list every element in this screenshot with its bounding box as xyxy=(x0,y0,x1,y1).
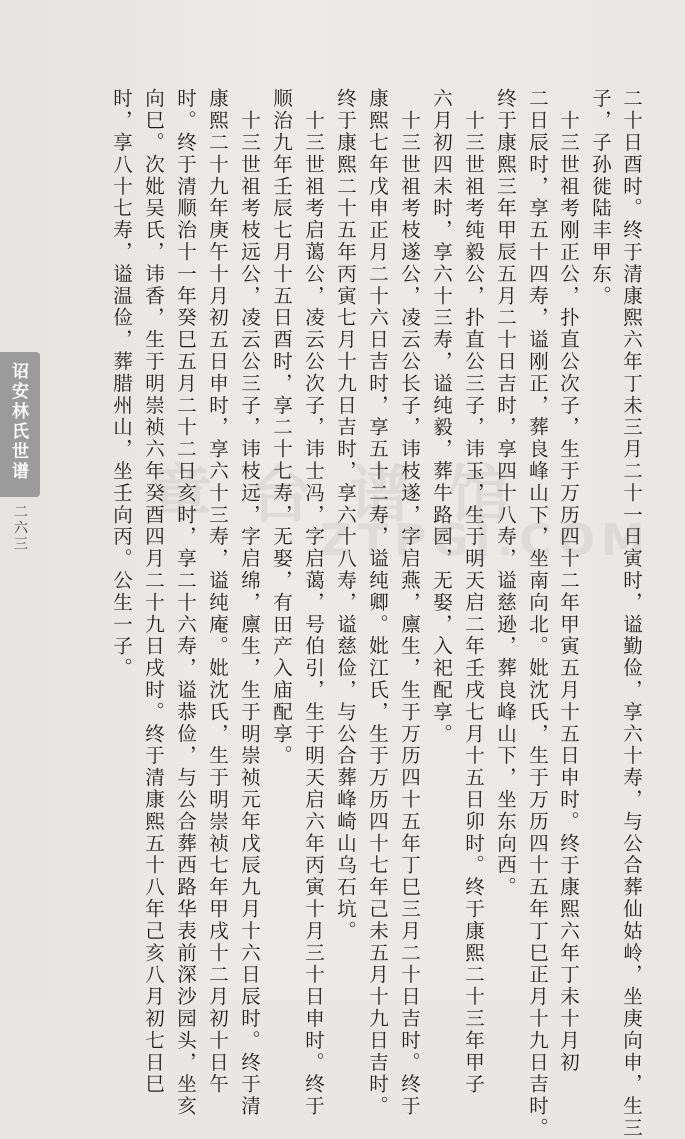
text-column: 十三世祖考枝远公，凌云公三子，讳枝远，字启绵，廪生，生于明崇祯元年戊辰九月十六日辰时。终于清 xyxy=(238,88,261,1118)
text-column: 二十日酉时。终于清康熙六年丁未三月二十一日寅时，谥勤俭，享六十寿，与公合葬仙姑岭，坐庚向申，生三 xyxy=(620,88,643,1139)
watermark-text: 章 台 谱 馆 xyxy=(150,458,519,531)
text-column: 时，享八十七寿，谥温俭，葬腊州山，坐壬向丙。公生一子。 xyxy=(110,88,133,680)
text-column: 十三世祖考枝遂公，凌云公长子，讳枝遂，字启燕，廪生，生于万历四十五年丁巳三月二十日吉时。终于 xyxy=(398,88,421,1118)
running-title: 诏安林氏世谱 xyxy=(8,362,28,482)
text-column: 康熙七年戊申正月二十六日吉时，享五十二寿，谥纯卿。妣江氏，生于万历四十七年己未五月十九日吉时。 xyxy=(366,88,389,1118)
text-column: 终于康熙二十五年丙寅七月十九日吉时，享六十八寿，谥慈俭，与公合葬峰崎山乌石坑。 xyxy=(334,88,357,943)
text-column: 十三世祖考启蔼公，凌云公次子，讳士冯，字启蔼，号伯引，生于明天启六年丙寅十月三十日申时。终于 xyxy=(302,88,325,1118)
text-column: 康熙二十九年庚午十月初五日申时，享六十三寿，谥纯庵。妣沈氏，生于明崇祯七年甲戌十二月初十日午 xyxy=(206,88,229,1096)
text-column: 时。终于清顺治十一年癸巳五月二十二日亥时，享二十六寿，谥恭俭，与公合葬西路华表前深沙园头，坐亥 xyxy=(174,88,197,1118)
text-column: 十三世祖考刚正公，扑直公次子，生于万历四十二年甲寅五月十五日申时。终于康熙六年丁未十月初 xyxy=(557,88,580,1074)
page-number: 二六三 xyxy=(12,504,28,552)
text-column: 二日辰时，享五十四寿，谥刚正，葬良峰山下，坐南向北。妣沈氏，生于万历四十五年丁巳正月十九日吉时。 xyxy=(526,88,549,1139)
text-column: 十三世祖考纯毅公，扑直公三子，讳玉，生于明天启二年壬戌七月十五日卯时。终于康熙二十三年甲子 xyxy=(462,88,485,1096)
text-column: 六月初四未时，享六十三寿，谥纯毅，葬牛路园，无娶，入祀配享。 xyxy=(430,88,453,745)
text-column: 子，子孙徙陆丰甲东。 xyxy=(589,88,612,307)
watermark-url: ZTPGJ.COM xyxy=(320,515,651,566)
text-column: 顺治九年壬辰七月十五日酉时，享二十七寿，无娶，有田产入庙配享。 xyxy=(270,88,293,767)
text-column: 终于康熙三年甲辰五月二十日吉时，享四十八寿，谥慈逊，葬良峰山下，坐东向西。 xyxy=(494,88,517,899)
text-column: 向巳。次妣吴氏，讳香，生于明崇祯六年癸酉四月二十九日戌时。终于清康熙五十八年己亥八月初七日巳 xyxy=(142,88,165,1096)
